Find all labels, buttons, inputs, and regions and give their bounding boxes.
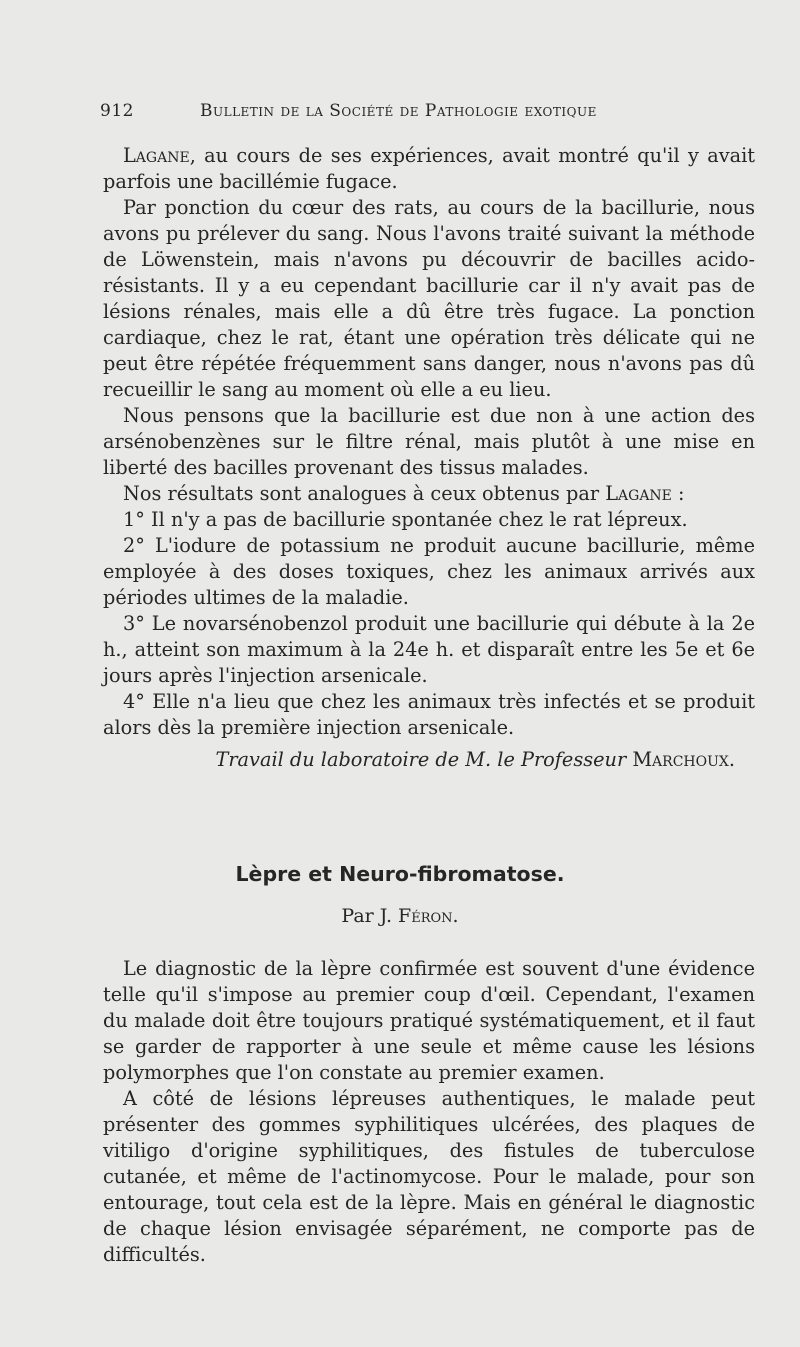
byline-author: Féron. <box>398 905 459 927</box>
paragraph <box>103 143 755 195</box>
paragraph: Le diagnostic de la lèpre confirmée est souvent d'une évidence telle qu'il s'impose au premier coup d'œil. Cependant, l'examen du malade doit être toujours pratiqué systématiquement, et il faut se garder de rapporter à une seule et même cause les lésions polymorphes que l'on constate au premier examen. <box>103 957 755 1084</box>
byline <box>0 905 800 927</box>
byline-prefix: Par J. <box>341 905 392 927</box>
article-1-body <box>103 143 755 773</box>
punctuation: : <box>671 482 685 505</box>
paragraph: Nous pensons que la bacillurie est due non à une action des arsénobenzènes sur le filtre rénal, mais plutôt à une mise en liberté des bacilles provenant des tissus malades. <box>103 404 755 479</box>
author-name: Lagane <box>123 144 190 167</box>
paragraph <box>103 481 755 507</box>
credit-text: Travail du laboratoire de M. le Professeur <box>215 748 627 771</box>
page-number: 912 <box>100 101 134 121</box>
paragraph-text: , au cours de ses expériences, avait montré qu'il y avait parfois une bacillémie fugace. <box>103 144 755 193</box>
list-item: 1° Il n'y a pas de bacillurie spontanée chez le rat lépreux. <box>123 508 688 531</box>
credit-name: Marchoux. <box>632 748 735 771</box>
paragraph-text: Nos résultats sont analogues à ceux obtenus par <box>123 482 606 505</box>
author-name: Lagane <box>605 482 672 505</box>
lab-credit <box>103 747 755 773</box>
article-title: Lèpre et Neuro-fibromatose. <box>235 862 565 886</box>
list-item: 2° L'iodure de potassium ne produit aucune bacillurie, même employée à des doses toxiques, chez les animaux arrivés aux périodes ultimes de la maladie. <box>103 534 755 609</box>
running-title: Bulletin de la Société de Pathologie exotique <box>200 101 597 121</box>
article-2-body <box>103 956 755 1268</box>
list-item: 3° Le novarsénobenzol produit une bacillurie qui débute à la 2e h., atteint son maximum à la 24e h. et disparaît entre les 5e et 6e jours après l'injection arsenicale. <box>103 612 755 687</box>
list-item: 4° Elle n'a lieu que chez les animaux très infectés et se produit alors dès la première injection arsenicale. <box>103 690 755 739</box>
paragraph: Par ponction du cœur des rats, au cours de la bacillurie, nous avons pu prélever du sang. Nous l'avons traité suivant la méthode de Löwenstein, mais n'avons pu découvrir de bacilles acido-résistants. Il y a eu cependant bacillurie car il n'y avait pas de lésions rénales, mais elle a dû être très fugace. La ponction cardiaque, chez le rat, étant une opération très délicate qui ne peut être répétée fréquemment sans danger, nous n'avons pas dû recueillir le sang au moment où elle a eu lieu. <box>103 196 755 401</box>
paragraph: A côté de lésions lépreuses authentiques, le malade peut présenter des gommes syphilitiques ulcérées, des plaques de vitiligo d'origine syphilitiques, des fistules de tuberculose cutanée, et même de l'actinomycose. Pour le malade, pour son entourage, tout cela est de la lèpre. Mais en général le diagnostic de chaque lésion envisagée séparément, ne comporte pas de difficultés. <box>103 1087 755 1266</box>
